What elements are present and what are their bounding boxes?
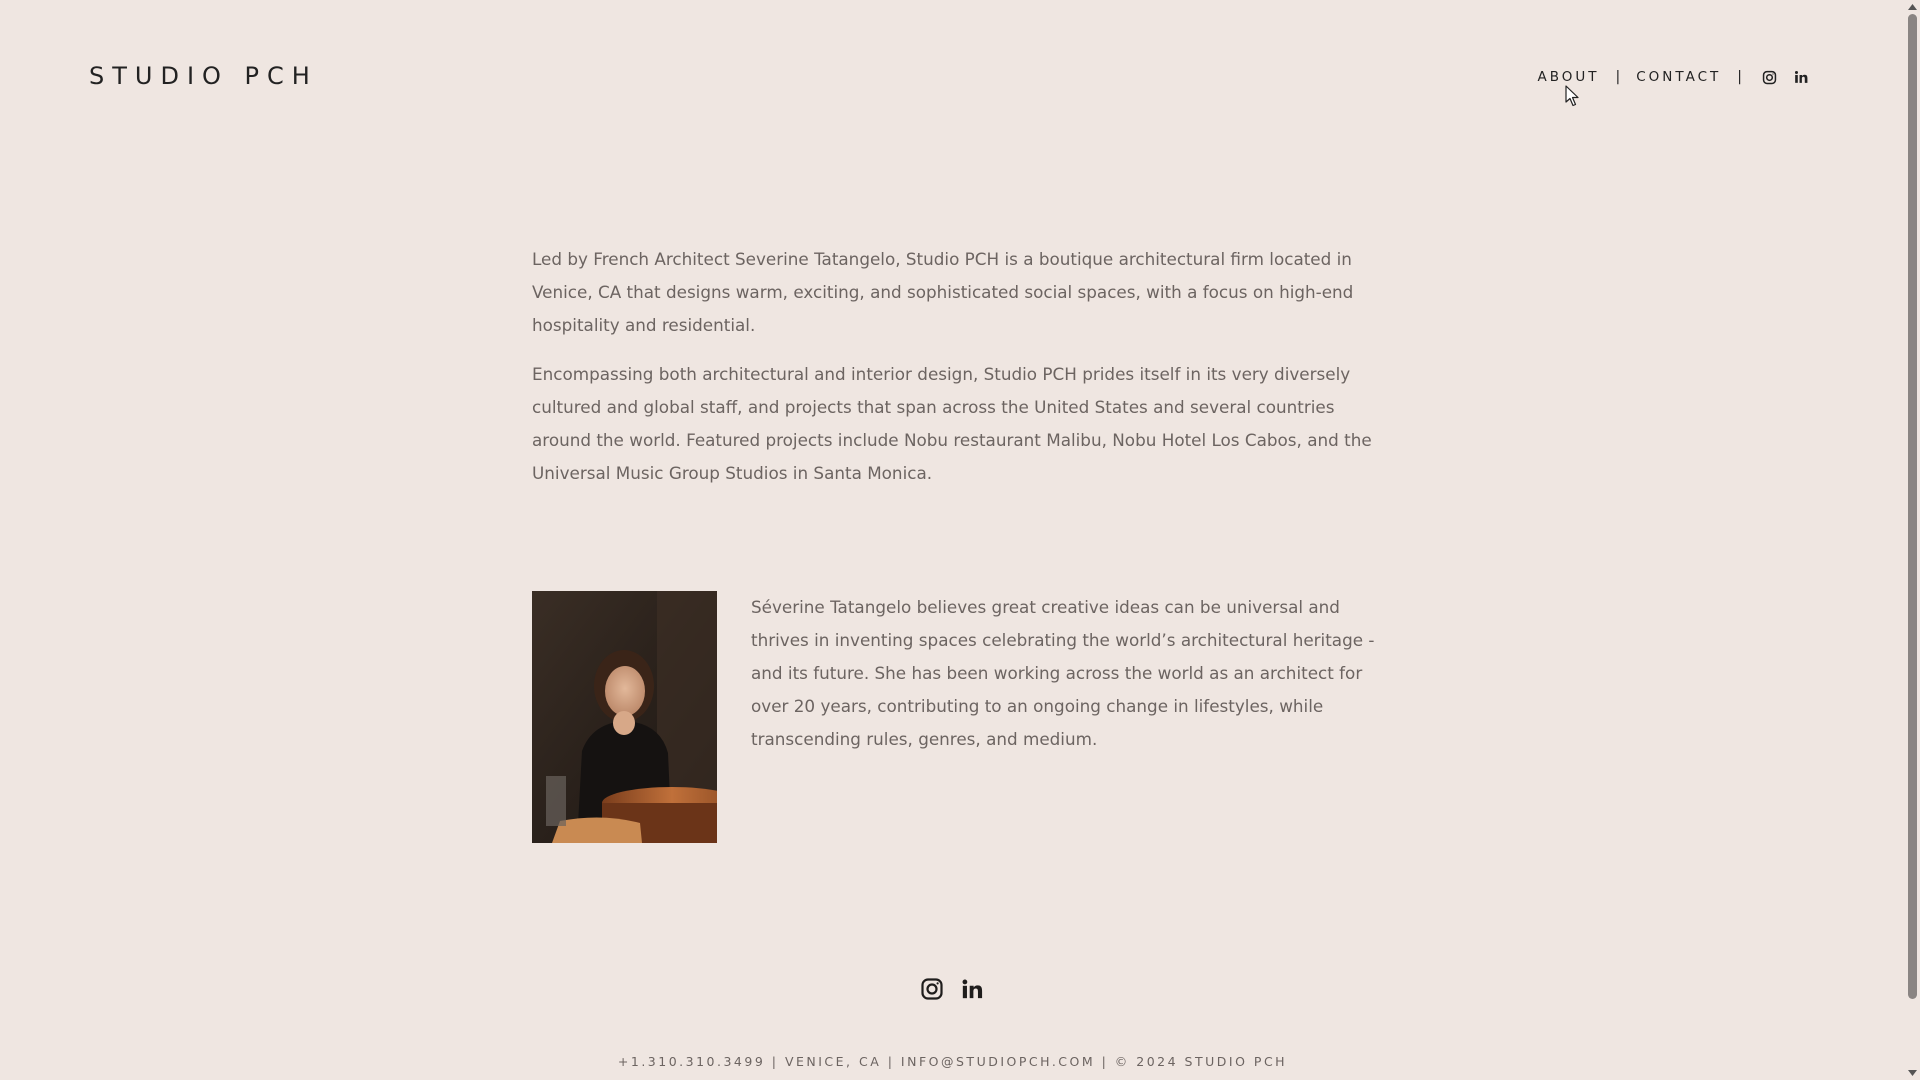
site-logo[interactable]: STUDIO PCH <box>89 62 318 90</box>
nav-about-link[interactable]: ABOUT <box>1537 69 1600 85</box>
nav-separator: | <box>1737 69 1742 85</box>
founder-portrait-photo <box>532 591 717 843</box>
nav-social-icons <box>1760 68 1810 86</box>
scroll-up-arrow-icon[interactable] <box>1907 2 1918 12</box>
founder-bio <box>751 591 1381 756</box>
nav-contact-link[interactable]: CONTACT <box>1636 69 1722 85</box>
founder-bio-paragraph: Séverine Tatangelo believes great creative ideas can be universal and thrives in inventing spaces celebrating the world’s architectural heritage - and its future. She has been working across the world as an architect for over 20 years, contributing to an ongoing change in lifestyles, while transcending rules, genres, and medium. <box>751 597 1375 749</box>
intro-section <box>532 243 1377 506</box>
footer-social-icons <box>919 976 985 1002</box>
intro-paragraph: Led by French Architect Severine Tatangelo, Studio PCH is a boutique architectural firm located in Venice, CA that designs warm, exciting, and sophisticated social spaces, with a focus on high-end hospitality and residential. <box>532 249 1354 335</box>
top-nav <box>1538 68 1810 86</box>
nav-separator: | <box>1615 69 1621 85</box>
intro-paragraph: Encompassing both architectural and interior design, Studio PCH prides itself in its very diversely cultured and global staff, and projects that span across the United States and several countries around the world. Featured projects include Nobu restaurant Malibu, Nobu Hotel Los Cabos, and the Universal Music Group Studios in Santa Monica. <box>532 364 1372 483</box>
footer-contact-line: +1.310.310.3499 | VENICE, CA | INFO@STUDIOPCH.COM | © 2024 STUDIO PCH <box>617 1054 1288 1069</box>
page-scrollbar[interactable] <box>1905 0 1920 1080</box>
linkedin-icon[interactable] <box>1792 68 1810 86</box>
linkedin-icon[interactable] <box>959 976 985 1002</box>
mouse-cursor-icon <box>1565 85 1581 107</box>
instagram-icon[interactable] <box>1760 68 1778 86</box>
instagram-icon[interactable] <box>919 976 945 1002</box>
scrollbar-thumb[interactable] <box>1908 14 1917 999</box>
scroll-down-arrow-icon[interactable] <box>1907 1068 1918 1078</box>
